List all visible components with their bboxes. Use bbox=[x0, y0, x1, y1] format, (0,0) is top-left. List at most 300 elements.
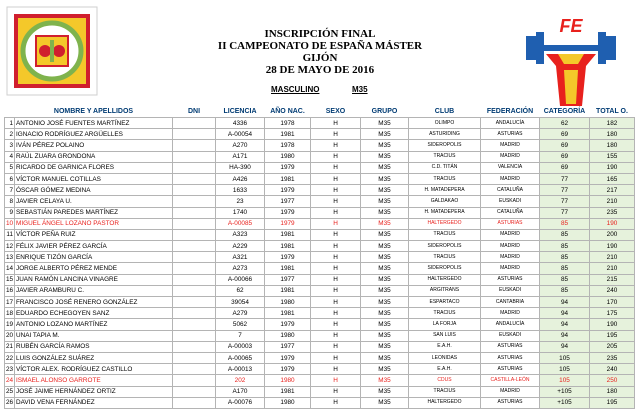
birth-year-cell: 1981 bbox=[265, 241, 311, 252]
group-cell: M35 bbox=[361, 173, 409, 184]
table-row bbox=[5, 196, 635, 207]
total-cell: 217 bbox=[590, 185, 635, 196]
table-row bbox=[5, 241, 635, 252]
license-cell: A321 bbox=[216, 252, 265, 263]
dni-cell bbox=[173, 308, 216, 319]
row-number: 21 bbox=[5, 341, 15, 352]
license-cell: 202 bbox=[216, 375, 265, 386]
federation-cell: ANDALUCÍA bbox=[481, 118, 540, 129]
category-cell: 85 bbox=[540, 263, 590, 274]
col-federation: FEDERACIÓN bbox=[486, 108, 534, 115]
dni-cell bbox=[173, 241, 216, 252]
total-cell: 195 bbox=[590, 397, 635, 408]
federation-cell: CANTABRIA bbox=[481, 297, 540, 308]
federation-cell: ANDALUCÍA bbox=[481, 319, 540, 330]
row-number: 22 bbox=[5, 352, 15, 363]
table-row bbox=[5, 397, 635, 408]
license-cell: 4336 bbox=[216, 118, 265, 129]
dni-cell bbox=[173, 274, 216, 285]
dni-cell bbox=[173, 297, 216, 308]
row-number: 6 bbox=[5, 173, 15, 184]
birth-year-cell: 1979 bbox=[265, 352, 311, 363]
birth-year-cell: 1980 bbox=[265, 151, 311, 162]
total-cell: 195 bbox=[590, 330, 635, 341]
dni-cell bbox=[173, 207, 216, 218]
group-cell: M35 bbox=[361, 218, 409, 229]
athlete-name: JOSÉ JAIME HERNÁNDEZ ORTIZ bbox=[15, 386, 173, 397]
table-row bbox=[5, 375, 635, 386]
category-cell: 69 bbox=[540, 151, 590, 162]
group-cell: M35 bbox=[361, 140, 409, 151]
table-row bbox=[5, 341, 635, 352]
athlete-name: ANTONIO LOZANO MARTÍNEZ bbox=[15, 319, 173, 330]
birth-year-cell: 1981 bbox=[265, 308, 311, 319]
birth-year-cell: 1980 bbox=[265, 375, 311, 386]
sex-cell: H bbox=[311, 173, 361, 184]
table-row bbox=[5, 252, 635, 263]
header-row bbox=[5, 106, 635, 118]
sex-cell: H bbox=[311, 274, 361, 285]
sex-cell: H bbox=[311, 364, 361, 375]
federation-cell: ASTURIAS bbox=[481, 274, 540, 285]
license-cell: A279 bbox=[216, 308, 265, 319]
table-row bbox=[5, 352, 635, 363]
birth-year-cell: 1981 bbox=[265, 285, 311, 296]
club-cell: SIDEROPOLIS bbox=[409, 263, 481, 274]
group-cell: M35 bbox=[361, 229, 409, 240]
athlete-name: JUAN RAMÓN LANCINA VINAGRE bbox=[15, 274, 173, 285]
row-number: 5 bbox=[5, 162, 15, 173]
dni-cell bbox=[173, 173, 216, 184]
sex-cell: H bbox=[311, 151, 361, 162]
federation-cell: MADRID bbox=[481, 241, 540, 252]
total-cell: 190 bbox=[590, 218, 635, 229]
athlete-name: ISMAEL ALONSO GARROTE bbox=[15, 375, 173, 386]
athlete-name: JORGE ALBERTO PÉREZ MENDE bbox=[15, 263, 173, 274]
athlete-name: FÉLIX JAVIER PÉREZ GARCÍA bbox=[15, 241, 173, 252]
table-row bbox=[5, 308, 635, 319]
club-cell: SIDEROPOLIS bbox=[409, 241, 481, 252]
group-cell: M35 bbox=[361, 386, 409, 397]
col-num bbox=[5, 106, 15, 118]
group-cell: M35 bbox=[361, 297, 409, 308]
group-cell: M35 bbox=[361, 352, 409, 363]
birth-year-cell: 1979 bbox=[265, 218, 311, 229]
row-number: 14 bbox=[5, 263, 15, 274]
table-row bbox=[5, 129, 635, 140]
col-dni: DNI bbox=[187, 108, 201, 115]
total-cell: 210 bbox=[590, 196, 635, 207]
sex-cell: H bbox=[311, 263, 361, 274]
group-cell: M35 bbox=[361, 263, 409, 274]
license-cell: A170 bbox=[216, 386, 265, 397]
table-row bbox=[5, 319, 635, 330]
federation-cell: MADRID bbox=[481, 151, 540, 162]
col-group: GRUPO bbox=[371, 108, 398, 115]
total-cell: 180 bbox=[590, 386, 635, 397]
group-cell: M35 bbox=[361, 397, 409, 408]
sex-cell: H bbox=[311, 319, 361, 330]
dni-cell bbox=[173, 386, 216, 397]
license-cell: A-00076 bbox=[216, 397, 265, 408]
athlete-name: ENRIQUE TIZÓN GARCÍA bbox=[15, 252, 173, 263]
athlete-name: VÍCTOR ALEX. RODRÍGUEZ CASTILLO bbox=[15, 364, 173, 375]
birth-year-cell: 1981 bbox=[265, 173, 311, 184]
table-row bbox=[5, 140, 635, 151]
federation-cell: CATALUÑA bbox=[481, 185, 540, 196]
row-number: 20 bbox=[5, 330, 15, 341]
group-cell: M35 bbox=[361, 341, 409, 352]
club-cell: HALTERGEDO bbox=[409, 274, 481, 285]
group-cell: M35 bbox=[361, 252, 409, 263]
group-cell: M35 bbox=[361, 118, 409, 129]
federation-cell: EUSKADI bbox=[481, 285, 540, 296]
sex-cell: H bbox=[311, 330, 361, 341]
row-number: 7 bbox=[5, 185, 15, 196]
category-cell: 85 bbox=[540, 229, 590, 240]
birth-year-cell: 1979 bbox=[265, 364, 311, 375]
sex-cell: H bbox=[311, 140, 361, 151]
athlete-name: ANTONIO JOSÉ FUENTES MARTÍNEZ bbox=[15, 118, 173, 129]
athlete-name: UNAI TAPIA M. bbox=[15, 330, 173, 341]
dni-cell bbox=[173, 319, 216, 330]
table-row bbox=[5, 218, 635, 229]
sex-cell: H bbox=[311, 352, 361, 363]
dni-cell bbox=[173, 218, 216, 229]
club-cell: HALTERGEDO bbox=[409, 397, 481, 408]
category-cell: 85 bbox=[540, 218, 590, 229]
total-cell: 180 bbox=[590, 140, 635, 151]
athlete-name: VÍCTOR MANUEL COTILLAS bbox=[15, 173, 173, 184]
row-number: 2 bbox=[5, 129, 15, 140]
federation-cell: VALENCIA bbox=[481, 162, 540, 173]
category-cell: 94 bbox=[540, 308, 590, 319]
dni-cell bbox=[173, 229, 216, 240]
license-cell: A171 bbox=[216, 151, 265, 162]
birth-year-cell: 1981 bbox=[265, 229, 311, 240]
athlete-name: FRANCISCO JOSÉ RENERO GONZÁLEZ bbox=[15, 297, 173, 308]
table-row bbox=[5, 185, 635, 196]
federation-cell: CATALUÑA bbox=[481, 207, 540, 218]
dni-cell bbox=[173, 397, 216, 408]
club-cell: LA FORJA bbox=[409, 319, 481, 330]
dni-cell bbox=[173, 341, 216, 352]
group-cell: M35 bbox=[361, 196, 409, 207]
birth-year-cell: 1979 bbox=[265, 185, 311, 196]
athlete-name: LUIS GONZÁLEZ SUÁREZ bbox=[15, 352, 173, 363]
club-cell: TRACIUS bbox=[409, 151, 481, 162]
license-cell: A323 bbox=[216, 229, 265, 240]
athlete-name: JAVIER ARAMBURU C. bbox=[15, 285, 173, 296]
license-cell: A229 bbox=[216, 241, 265, 252]
group-cell: M35 bbox=[361, 364, 409, 375]
birth-year-cell: 1980 bbox=[265, 297, 311, 308]
birth-year-cell: 1977 bbox=[265, 274, 311, 285]
row-number: 17 bbox=[5, 297, 15, 308]
birth-year-cell: 1979 bbox=[265, 207, 311, 218]
sex-cell: H bbox=[311, 341, 361, 352]
federation-cell: MADRID bbox=[481, 308, 540, 319]
group-cell: M35 bbox=[361, 330, 409, 341]
total-cell: 175 bbox=[590, 308, 635, 319]
sex-cell: H bbox=[311, 218, 361, 229]
sex-cell: H bbox=[311, 308, 361, 319]
federation-cell: EUSKADI bbox=[481, 330, 540, 341]
table-row bbox=[5, 274, 635, 285]
federation-cell: MADRID bbox=[481, 252, 540, 263]
table-row bbox=[5, 330, 635, 341]
license-cell: 1633 bbox=[216, 185, 265, 196]
table-row bbox=[5, 285, 635, 296]
group-cell: M35 bbox=[361, 285, 409, 296]
license-cell: A270 bbox=[216, 140, 265, 151]
category-cell: 94 bbox=[540, 319, 590, 330]
sex-cell: H bbox=[311, 196, 361, 207]
club-cell: ARGITRANS bbox=[409, 285, 481, 296]
col-total: TOTAL O. bbox=[596, 108, 628, 115]
athlete-name: RAÚL ZUARA GRONDONA bbox=[15, 151, 173, 162]
sex-cell: H bbox=[311, 241, 361, 252]
license-cell: HA-390 bbox=[216, 162, 265, 173]
license-cell: A-00065 bbox=[216, 352, 265, 363]
total-cell: 205 bbox=[590, 341, 635, 352]
category-cell: 105 bbox=[540, 375, 590, 386]
group-cell: M35 bbox=[361, 319, 409, 330]
sex-cell: H bbox=[311, 252, 361, 263]
birth-year-cell: 1981 bbox=[265, 386, 311, 397]
category-label: MASCULINO bbox=[271, 85, 320, 94]
birth-year-cell: 1979 bbox=[265, 252, 311, 263]
category-cell: 105 bbox=[540, 352, 590, 363]
total-cell: 190 bbox=[590, 162, 635, 173]
athlete-name: IGNACIO RODRÍGUEZ ARGÜELLES bbox=[15, 129, 173, 140]
license-cell: A-00003 bbox=[216, 341, 265, 352]
federation-cell: ASTURIAS bbox=[481, 129, 540, 140]
birth-year-cell: 1977 bbox=[265, 196, 311, 207]
col-category: CATEGORÍA bbox=[543, 108, 586, 115]
row-number: 19 bbox=[5, 319, 15, 330]
row-number: 26 bbox=[5, 397, 15, 408]
club-cell: SIDEROPOLIS bbox=[409, 140, 481, 151]
table-row bbox=[5, 229, 635, 240]
row-number: 23 bbox=[5, 364, 15, 375]
dni-cell bbox=[173, 375, 216, 386]
dni-cell bbox=[173, 162, 216, 173]
group-cell: M35 bbox=[361, 129, 409, 140]
row-number: 3 bbox=[5, 140, 15, 151]
group-cell: M35 bbox=[361, 185, 409, 196]
federation-cell: ASTURIAS bbox=[481, 397, 540, 408]
category-cell: 85 bbox=[540, 252, 590, 263]
sex-cell: H bbox=[311, 129, 361, 140]
club-cell: TRACIUS bbox=[409, 308, 481, 319]
dni-cell bbox=[173, 118, 216, 129]
total-cell: 190 bbox=[590, 241, 635, 252]
athlete-name: ÓSCAR GÓMEZ MEDINA bbox=[15, 185, 173, 196]
sex-cell: H bbox=[311, 162, 361, 173]
total-cell: 215 bbox=[590, 274, 635, 285]
title-line-2: II CAMPEONATO DE ESPAÑA MÁSTER bbox=[217, 40, 423, 52]
total-cell: 210 bbox=[590, 252, 635, 263]
license-cell: A-00085 bbox=[216, 218, 265, 229]
sex-cell: H bbox=[311, 229, 361, 240]
table-row bbox=[5, 207, 635, 218]
federation-cell: ASTURIAS bbox=[481, 218, 540, 229]
club-cell: OLIMPO bbox=[409, 118, 481, 129]
dni-cell bbox=[173, 129, 216, 140]
license-cell: 62 bbox=[216, 285, 265, 296]
federation-cell: EUSKADI bbox=[481, 196, 540, 207]
group-cell: M35 bbox=[361, 151, 409, 162]
total-cell: 200 bbox=[590, 229, 635, 240]
athlete-name: DAVID VENA FERNÁNDEZ bbox=[15, 397, 173, 408]
row-number: 9 bbox=[5, 207, 15, 218]
category-cell: 94 bbox=[540, 297, 590, 308]
title-line-4: 28 DE MAYO DE 2016 bbox=[265, 64, 375, 76]
federation-cell: MADRID bbox=[481, 229, 540, 240]
dni-cell bbox=[173, 263, 216, 274]
table-row bbox=[5, 297, 635, 308]
dni-cell bbox=[173, 330, 216, 341]
athlete-name: RICARDO DE GARNICA FLORES bbox=[15, 162, 173, 173]
dni-cell bbox=[173, 285, 216, 296]
license-cell: A426 bbox=[216, 173, 265, 184]
row-number: 24 bbox=[5, 375, 15, 386]
col-club: CLUB bbox=[434, 108, 455, 115]
row-number: 11 bbox=[5, 229, 15, 240]
table-row bbox=[5, 364, 635, 375]
athlete-name: EDUARDO ECHEGOYEN SANZ bbox=[15, 308, 173, 319]
total-cell: 165 bbox=[590, 173, 635, 184]
table-row bbox=[5, 173, 635, 184]
federation-cell: ASTURIAS bbox=[481, 352, 540, 363]
title-line-3: GIJÓN bbox=[302, 52, 338, 64]
category-cell: 69 bbox=[540, 140, 590, 151]
total-cell: 155 bbox=[590, 151, 635, 162]
sex-cell: H bbox=[311, 185, 361, 196]
table-row bbox=[5, 386, 635, 397]
group-cell: M35 bbox=[361, 274, 409, 285]
row-number: 1 bbox=[5, 118, 15, 129]
category-cell: 85 bbox=[540, 274, 590, 285]
category-cell: 77 bbox=[540, 207, 590, 218]
club-cell: CDUS bbox=[409, 375, 481, 386]
club-cell: E.A.H. bbox=[409, 341, 481, 352]
svg-text:FE: FE bbox=[559, 16, 583, 36]
row-number: 12 bbox=[5, 241, 15, 252]
table-row bbox=[5, 118, 635, 129]
total-cell: 250 bbox=[590, 375, 635, 386]
club-cell: H. MATADEPERA bbox=[409, 207, 481, 218]
dni-cell bbox=[173, 140, 216, 151]
row-number: 16 bbox=[5, 285, 15, 296]
category-cell: +105 bbox=[540, 397, 590, 408]
federation-cell: MADRID bbox=[481, 173, 540, 184]
total-cell: 235 bbox=[590, 352, 635, 363]
table-row bbox=[5, 162, 635, 173]
federation-cell: MADRID bbox=[481, 263, 540, 274]
dni-cell bbox=[173, 252, 216, 263]
group-cell: M35 bbox=[361, 241, 409, 252]
category-cell: +105 bbox=[540, 386, 590, 397]
table-row bbox=[5, 151, 635, 162]
club-cell: H. MATADEPERA bbox=[409, 185, 481, 196]
sex-cell: H bbox=[311, 285, 361, 296]
club-cell: ASTURIDING bbox=[409, 129, 481, 140]
row-number: 15 bbox=[5, 274, 15, 285]
total-cell: 240 bbox=[590, 364, 635, 375]
club-cell: TRACIUS bbox=[409, 173, 481, 184]
athlete-name: RUBÉN GARCÍA RAMOS bbox=[15, 341, 173, 352]
col-name: NOMBRE Y APELLIDOS bbox=[53, 108, 134, 115]
col-birth-year: AÑO NAC. bbox=[270, 108, 305, 115]
dni-cell bbox=[173, 151, 216, 162]
title-line-1: INSCRIPCIÓN FINAL bbox=[264, 28, 376, 40]
sex-cell: H bbox=[311, 397, 361, 408]
total-cell: 240 bbox=[590, 285, 635, 296]
license-cell: A273 bbox=[216, 263, 265, 274]
category-cell: 105 bbox=[540, 364, 590, 375]
club-cell: GALDAKAO bbox=[409, 196, 481, 207]
license-cell: 23 bbox=[216, 196, 265, 207]
row-number: 8 bbox=[5, 196, 15, 207]
birth-year-cell: 1979 bbox=[265, 319, 311, 330]
dni-cell bbox=[173, 196, 216, 207]
category-cell: 77 bbox=[540, 173, 590, 184]
club-cell: ESPARTACO bbox=[409, 297, 481, 308]
category-value: M35 bbox=[352, 85, 368, 94]
license-cell: 5062 bbox=[216, 319, 265, 330]
club-cell: HALTERGEDO bbox=[409, 218, 481, 229]
group-cell: M35 bbox=[361, 375, 409, 386]
category-cell: 85 bbox=[540, 241, 590, 252]
sex-cell: H bbox=[311, 118, 361, 129]
dni-cell bbox=[173, 364, 216, 375]
license-cell: A-00013 bbox=[216, 364, 265, 375]
col-license: LICENCIA bbox=[223, 108, 257, 115]
row-number: 4 bbox=[5, 151, 15, 162]
category-cell: 77 bbox=[540, 185, 590, 196]
category-cell: 77 bbox=[540, 196, 590, 207]
total-cell: 180 bbox=[590, 129, 635, 140]
birth-year-cell: 1979 bbox=[265, 162, 311, 173]
birth-year-cell: 1978 bbox=[265, 140, 311, 151]
club-cell: LEONIDAS bbox=[409, 352, 481, 363]
total-cell: 210 bbox=[590, 263, 635, 274]
total-cell: 235 bbox=[590, 207, 635, 218]
row-number: 10 bbox=[5, 218, 15, 229]
total-cell: 170 bbox=[590, 297, 635, 308]
group-cell: M35 bbox=[361, 162, 409, 173]
category-cell: 62 bbox=[540, 118, 590, 129]
club-cell: TRACIUS bbox=[409, 386, 481, 397]
club-cell: E.A.H. bbox=[409, 364, 481, 375]
registration-table bbox=[4, 106, 635, 409]
club-cell: C.D. TITÁN bbox=[409, 162, 481, 173]
col-sex: SEXO bbox=[325, 108, 346, 115]
category-cell: 85 bbox=[540, 285, 590, 296]
sex-cell: H bbox=[311, 386, 361, 397]
federation-cell: CASTILLA-LEÓN bbox=[481, 375, 540, 386]
club-cell: TRACIUS bbox=[409, 252, 481, 263]
license-cell: A-00054 bbox=[216, 129, 265, 140]
athlete-name: IVÁN PÉREZ POLAINO bbox=[15, 140, 173, 151]
group-cell: M35 bbox=[361, 207, 409, 218]
club-cell: TRACIUS bbox=[409, 229, 481, 240]
dni-cell bbox=[173, 185, 216, 196]
table-row bbox=[5, 263, 635, 274]
birth-year-cell: 1977 bbox=[265, 341, 311, 352]
